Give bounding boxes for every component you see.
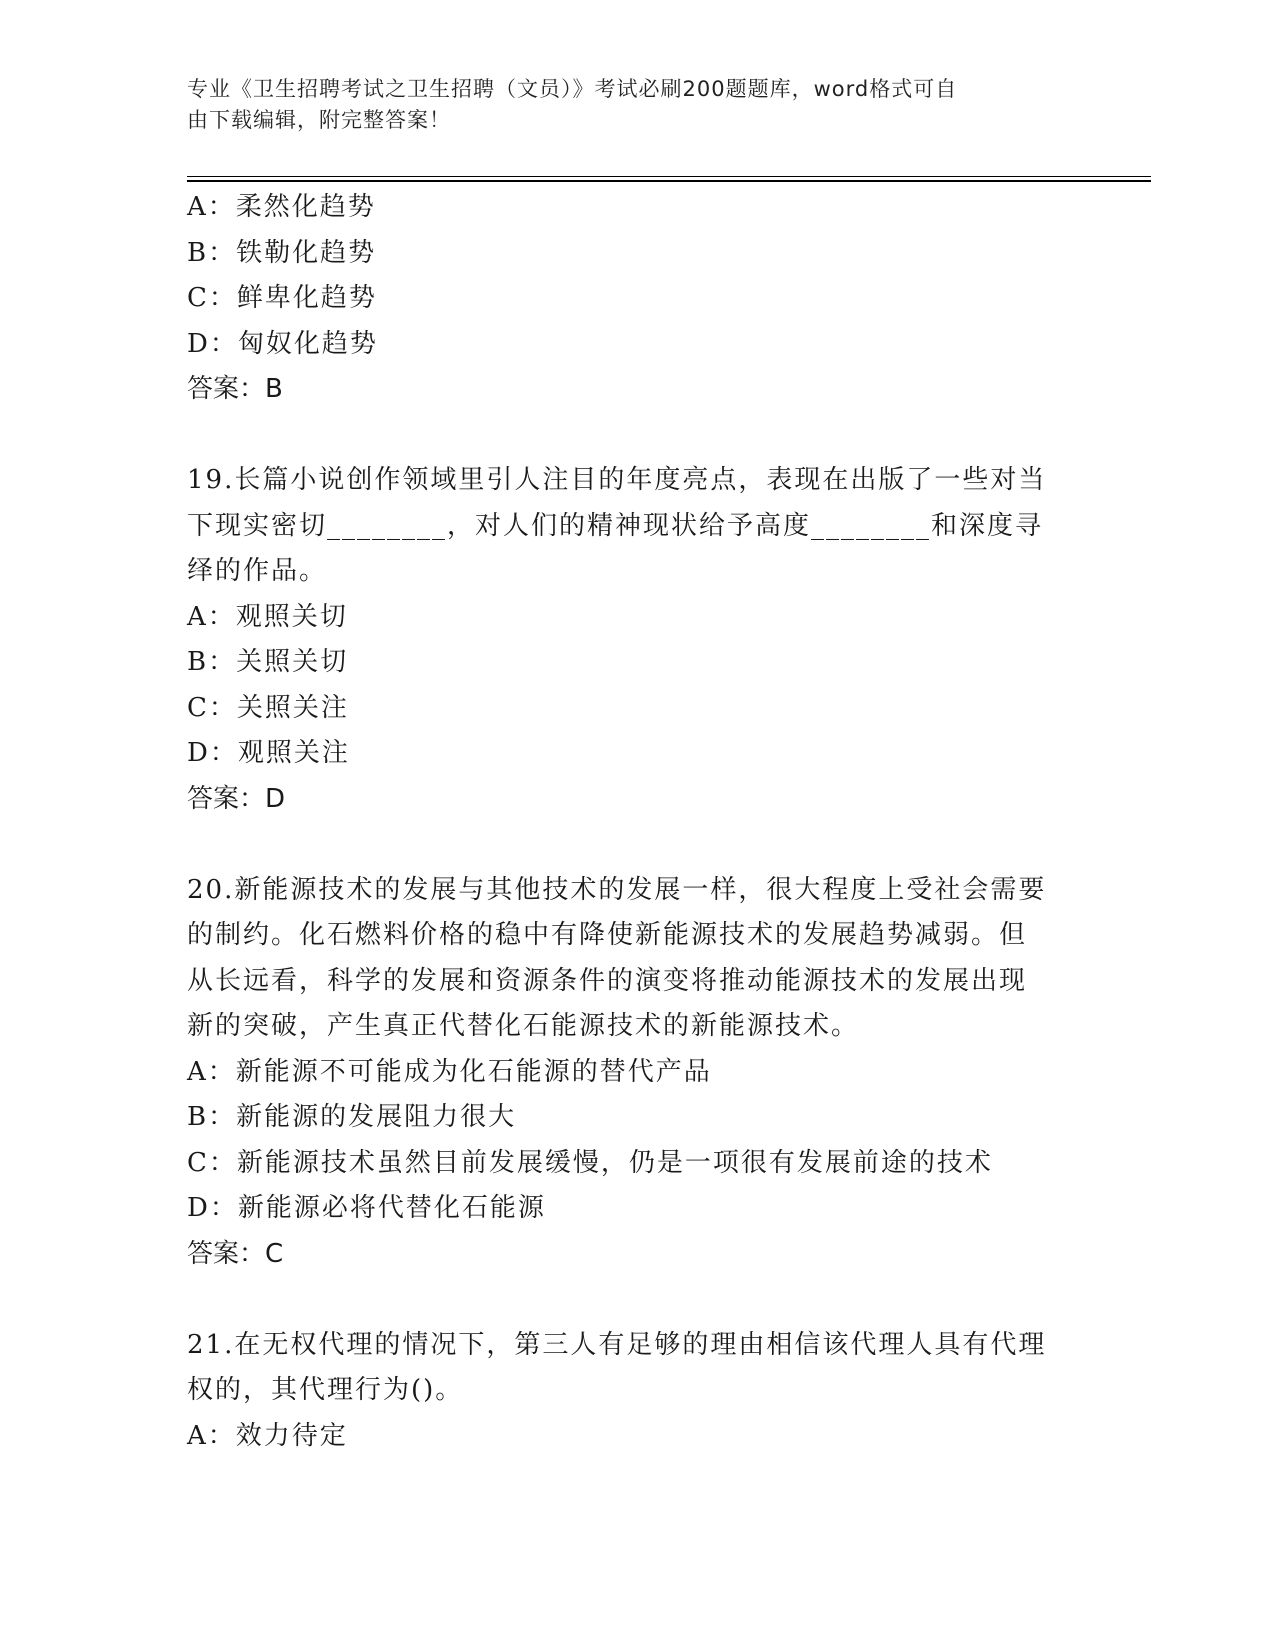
question-list xyxy=(187,185,1067,1459)
document-header xyxy=(187,74,1067,136)
answer-line: 答案：D xyxy=(187,783,286,814)
option-d: D：匈奴化趋势 xyxy=(187,328,378,359)
spacer xyxy=(187,1277,1067,1323)
option-b: B：铁勒化趋势 xyxy=(187,237,377,268)
answer-line: 答案：C xyxy=(187,1238,284,1269)
option-b: B：关照关切 xyxy=(187,647,349,677)
option-c: C：鲜卑化趋势 xyxy=(187,283,377,313)
question-stem-line: 绎的作品。 xyxy=(187,556,328,586)
option-a: A：新能源不可能成为化石能源的替代产品 xyxy=(187,1056,712,1087)
option-a: A：观照关切 xyxy=(187,601,348,632)
question-stem-line: 下现实密切________，对人们的精神现状给予高度________和深度寻 xyxy=(187,510,1044,541)
option-d: D：新能源必将代替化石能源 xyxy=(187,1193,546,1223)
question-stem-line: 新的突破，产生真正代替化石能源技术的新能源技术。 xyxy=(187,1011,860,1041)
question-21 xyxy=(187,1323,1067,1460)
question-stem-line: 21.在无权代理的情况下，第三人有足够的理由相信该代理人具有代理 xyxy=(187,1329,1047,1360)
question-stem-line: 权的，其代理行为()。 xyxy=(187,1375,464,1405)
spacer xyxy=(187,822,1067,868)
option-a: A：效力待定 xyxy=(187,1420,348,1451)
option-b: B：新能源的发展阻力很大 xyxy=(187,1102,517,1132)
spacer xyxy=(187,413,1067,459)
header-divider-thick xyxy=(187,180,1151,182)
question-20 xyxy=(187,868,1067,1278)
header-title-line-1: 专业《卫生招聘考试之卫生招聘（文员）》考试必刷200题题库，word格式可自 xyxy=(187,77,958,101)
question-stem-line: 20.新能源技术的发展与其他技术的发展一样，很大程度上受社会需要 xyxy=(187,874,1047,905)
question-18-continued xyxy=(187,185,1067,413)
header-title-line-2: 由下载编辑，附完整答案！ xyxy=(187,108,451,132)
option-c: C：新能源技术虽然目前发展缓慢，仍是一项很有发展前途的技术 xyxy=(187,1147,993,1178)
question-19 xyxy=(187,458,1067,822)
question-stem-line: 的制约。化石燃料价格的稳中有降使新能源技术的发展趋势减弱。但 xyxy=(187,920,1028,950)
question-stem-line: 从长远看，科学的发展和资源条件的演变将推动能源技术的发展出现 xyxy=(187,965,1028,996)
answer-line: 答案：B xyxy=(187,374,283,404)
option-c: C：关照关注 xyxy=(187,692,349,723)
option-d: D：观照关注 xyxy=(187,738,350,768)
option-a: A：柔然化趋势 xyxy=(187,192,376,222)
header-divider-thin xyxy=(187,176,1151,177)
question-stem-line: 19.长篇小说创作领域里引人注目的年度亮点，表现在出版了一些对当 xyxy=(187,465,1047,495)
